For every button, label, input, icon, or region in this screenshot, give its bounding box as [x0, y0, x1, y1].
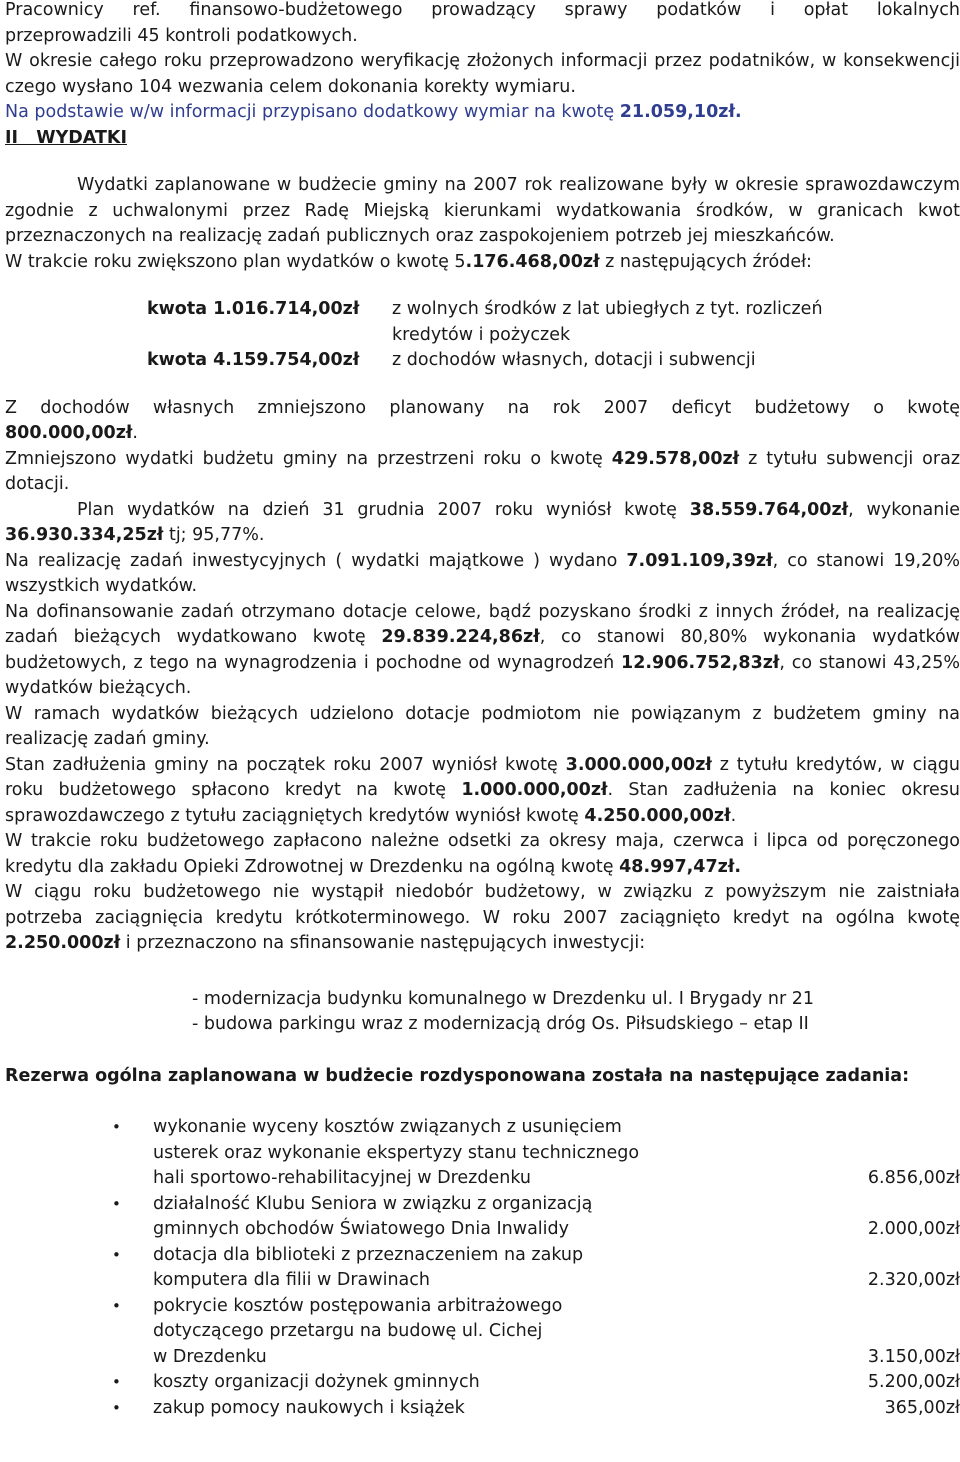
reserve-item-amount: 5.200,00zł [867, 1372, 960, 1392]
reduction-tail: z tytułu subwencji oraz dotacji. [5, 448, 960, 494]
debt-text: Stan zadłużenia gminy na początek roku 2007 wyniósł kwotę [5, 754, 566, 775]
loan-amount: 2.250.000zł [5, 933, 121, 953]
section-heading-expenses: II WYDATKI [5, 127, 127, 148]
reserve-list [5, 1115, 960, 1421]
current-expenses-text: Na dofinansowanie zadań otrzymano dotacje celowe, bądź pozyskano środki z innych źródeł, na realizację zadań bieżących wydatkowano kwotę [5, 601, 960, 647]
reserve-item [5, 1243, 960, 1294]
current-expenses-amount: 29.839.224,86zł [381, 627, 540, 647]
expenses-intro-text: Wydatki zaplanowane w budżecie gminy na 2007 rok realizowane były w okresie sprawozdawczym zgodnie z uchwalonymi przez Radę Miejską kierunkami wydatkowania środków, w granicach kwot przeznaczonych na realizację zadań publicznych oraz zaspokojeniem potrzeb jej mieszkańców. [5, 175, 960, 246]
reserve-item-line: koszty organizacji dożynek gminnych [153, 1372, 480, 1392]
debt-repaid-amount: 1.000.000,00zł [461, 780, 608, 800]
investment-paragraph [5, 549, 960, 600]
reserve-item-line: w Drezdenku [153, 1346, 267, 1367]
debt-text: z tytułu kredytów, w ciągu roku budżetowego spłacono kredyt na kwotę [5, 754, 960, 800]
plan-execution-paragraph [5, 498, 960, 549]
bullet-icon: • [112, 1194, 121, 1213]
funding-source-row [147, 297, 823, 348]
current-expenses-paragraph [5, 600, 960, 702]
reserve-item [5, 1294, 960, 1371]
interest-amount: 48.997,47zł. [619, 856, 741, 877]
investment-item: - modernizacja budynku komunalnego w Drezdenku ul. I Brygady nr 21 [192, 988, 814, 1009]
document-page [5, 0, 960, 1421]
spacer [5, 275, 960, 297]
bullet-icon: • [112, 1373, 121, 1391]
funding-source-amount: kwota 4.159.754,00zł [147, 350, 360, 370]
investment-list [192, 987, 960, 1038]
expenses-intro-paragraph [5, 173, 960, 250]
reserve-item-line: działalność Klubu Seniora w związku z organizacją [153, 1193, 593, 1214]
wages-tail: , co stanowi 43,25% wydatków bieżących. [5, 652, 960, 698]
funding-sources-table [147, 297, 823, 374]
funding-source-row [147, 348, 823, 374]
plan-text: Plan wydatków na dzień 31 grudnia 2007 roku wyniósł kwotę [77, 499, 690, 520]
plan-increase-tail: z następujących źródeł: [599, 251, 812, 272]
assessment-amount: 21.059,10zł. [619, 102, 742, 122]
reduction-text: Zmniejszono wydatki budżetu gminy na przestrzeni roku o kwotę [5, 448, 612, 469]
loan-text: W ciągu roku budżetowego nie wystąpił niedobór budżetowy, w związku z powyższym nie zaistniała potrzeba zaciągnięcia kredytu krótkoterminowego. W roku 2007 zaciągnięto kredyt na ogólna kwotę [5, 882, 960, 928]
execution-amount: 36.930.334,25zł [5, 525, 164, 545]
reserve-item [5, 1396, 960, 1422]
debt-start-amount: 3.000.000,00zł [565, 754, 712, 775]
reserve-item [5, 1370, 960, 1396]
reserve-item-description [153, 1243, 713, 1294]
spacer [5, 151, 960, 173]
reserve-item-line: usterek oraz wykonanie ekspertyzy stanu technicznego [153, 1142, 640, 1163]
debt-text: . [730, 805, 737, 826]
reserve-item-description [153, 1115, 713, 1192]
reserve-item-line: dotyczącego przetargu na budowę ul. Cichej [153, 1321, 543, 1341]
debt-paragraph [5, 753, 960, 830]
spacer [5, 374, 960, 396]
plan-increase-paragraph [5, 250, 960, 276]
reserve-item-line: pokrycie kosztów postępowania arbitrażowego [153, 1295, 563, 1316]
funding-source-desc-line: kredytów i pożyczek [392, 324, 571, 345]
funding-source-desc: z dochodów własnych, dotacji i subwencji [392, 350, 756, 370]
investment-amount: 7.091.109,39zł [626, 550, 773, 571]
current-expenses-mid: , co stanowi 80,80% wykonania wydatków budżetowych, z tego na wynagrodzenia i pochodne od wynagrodzeń [5, 627, 960, 673]
reserve-item-description [153, 1294, 713, 1371]
intro-paragraph-assessment [5, 100, 960, 126]
reserve-item-line: komputera dla filii w Drawinach [153, 1270, 430, 1290]
bullet-icon: • [112, 1245, 121, 1264]
reserve-item-line: gminnych obchodów Światowego Dnia Inwalidy [153, 1219, 569, 1239]
loan-paragraph [5, 880, 960, 957]
bullet-icon: • [112, 1296, 121, 1315]
debt-text: . Stan zadłużenia na koniec okresu sprawozdawczego z tytułu zaciągniętych kredytów wyniósł kwotę [5, 780, 960, 826]
investment-text: Na realizację zadań inwestycyjnych ( wydatki majątkowe ) wydano [5, 550, 627, 571]
reserve-item-amount: 2.320,00zł [867, 1270, 960, 1290]
intro-line-2: przeprowadzili 45 kontroli podatkowych. [5, 25, 358, 46]
interest-paragraph [5, 829, 960, 880]
reserve-item-description [153, 1370, 713, 1396]
reduction-amount: 429.578,00zł [611, 448, 740, 469]
subsidy-paragraph: W ramach wydatków bieżących udzielono dotacje podmiotom nie powiązanym z budżetem gminy na realizację zadań gminy. [5, 703, 960, 749]
reserve-item-line: hali sportowo-rehabilitacyjnej w Drezdenku [153, 1168, 532, 1188]
reserve-item-line: zakup pomocy naukowych i książek [153, 1397, 465, 1418]
intro-line-1: Pracownicy ref. finansowo-budżetowego prowadzący sprawy podatków i opłat lokalnych [5, 0, 960, 20]
reserve-heading: Rezerwa ogólna zaplanowana w budżecie rozdysponowana została na następujące zadania: [5, 1065, 910, 1086]
investment-item: - budowa parkingu wraz z modernizacją dróg Os. Piłsudskiego – etap II [192, 1014, 809, 1034]
reserve-item [5, 1192, 960, 1243]
reserve-item-amount: 3.150,00zł [867, 1346, 960, 1367]
reserve-item-amount: 6.856,00zł [867, 1168, 960, 1188]
reduction-paragraph [5, 447, 960, 498]
reserve-item-amount: 365,00zł [884, 1397, 960, 1418]
reserve-item-amount: 2.000,00zł [867, 1219, 960, 1239]
spacer [5, 957, 960, 987]
execution-tail: tj; 95,77%. [163, 525, 265, 545]
reserve-item-description [153, 1396, 713, 1422]
loan-tail: i przeznaczono na sfinansowanie następujących inwestycji: [120, 933, 646, 953]
assessment-text: Na podstawie w/w informacji przypisano dodatkowy wymiar na kwotę [5, 102, 620, 122]
interest-text: W trakcie roku budżetowego zapłacono należne odsetki za okresy maja, czerwca i lipca od poręczonego kredytu dla zakładu Opieki Zdrowotnej w Drezdenku na ogólną kwotę [5, 831, 960, 877]
reserve-item-description [153, 1192, 713, 1243]
reserve-item-line: dotacja dla biblioteki z przeznaczeniem na zakup [153, 1244, 584, 1265]
plan-amount: 38.559.764,00zł [689, 499, 849, 520]
deficit-paragraph: Z dochodów własnych zmniejszono planowany na rok 2007 deficyt budżetowy o kwotę [5, 397, 960, 418]
reserve-item [5, 1115, 960, 1192]
plan-increase-amount: .176.468,00zł [465, 251, 600, 272]
funding-source-desc [392, 297, 823, 348]
plan-mid: , wykonanie [848, 499, 960, 520]
plan-increase-text: W trakcie roku zwiększono plan wydatków o kwotę 5 [5, 251, 466, 272]
bullet-icon: • [112, 1118, 121, 1136]
deficit-amount-line: 800.000,00zł. [5, 423, 138, 443]
reserve-item-line: wykonanie wyceny kosztów związanych z usunięciem [153, 1117, 622, 1137]
deficit-amount: 800.000,00zł [5, 423, 133, 443]
investment-tail: , co stanowi 19,20% wszystkich wydatków. [5, 550, 960, 596]
funding-source-amount: kwota 1.016.714,00zł [147, 299, 360, 319]
wages-amount: 12.906.752,83zł [621, 652, 780, 673]
intro-paragraph-verification: W okresie całego roku przeprowadzono weryfikację złożonych informacji przez podatników, w konsekwencji czego wysłano 104 wezwania celem dokonania korekty wymiaru. [5, 51, 960, 97]
debt-end-amount: 4.250.000,00zł [584, 805, 731, 826]
funding-source-desc-line: z wolnych środków z lat ubiegłych z tyt. rozliczeń [392, 299, 823, 319]
bullet-icon: • [112, 1398, 121, 1417]
